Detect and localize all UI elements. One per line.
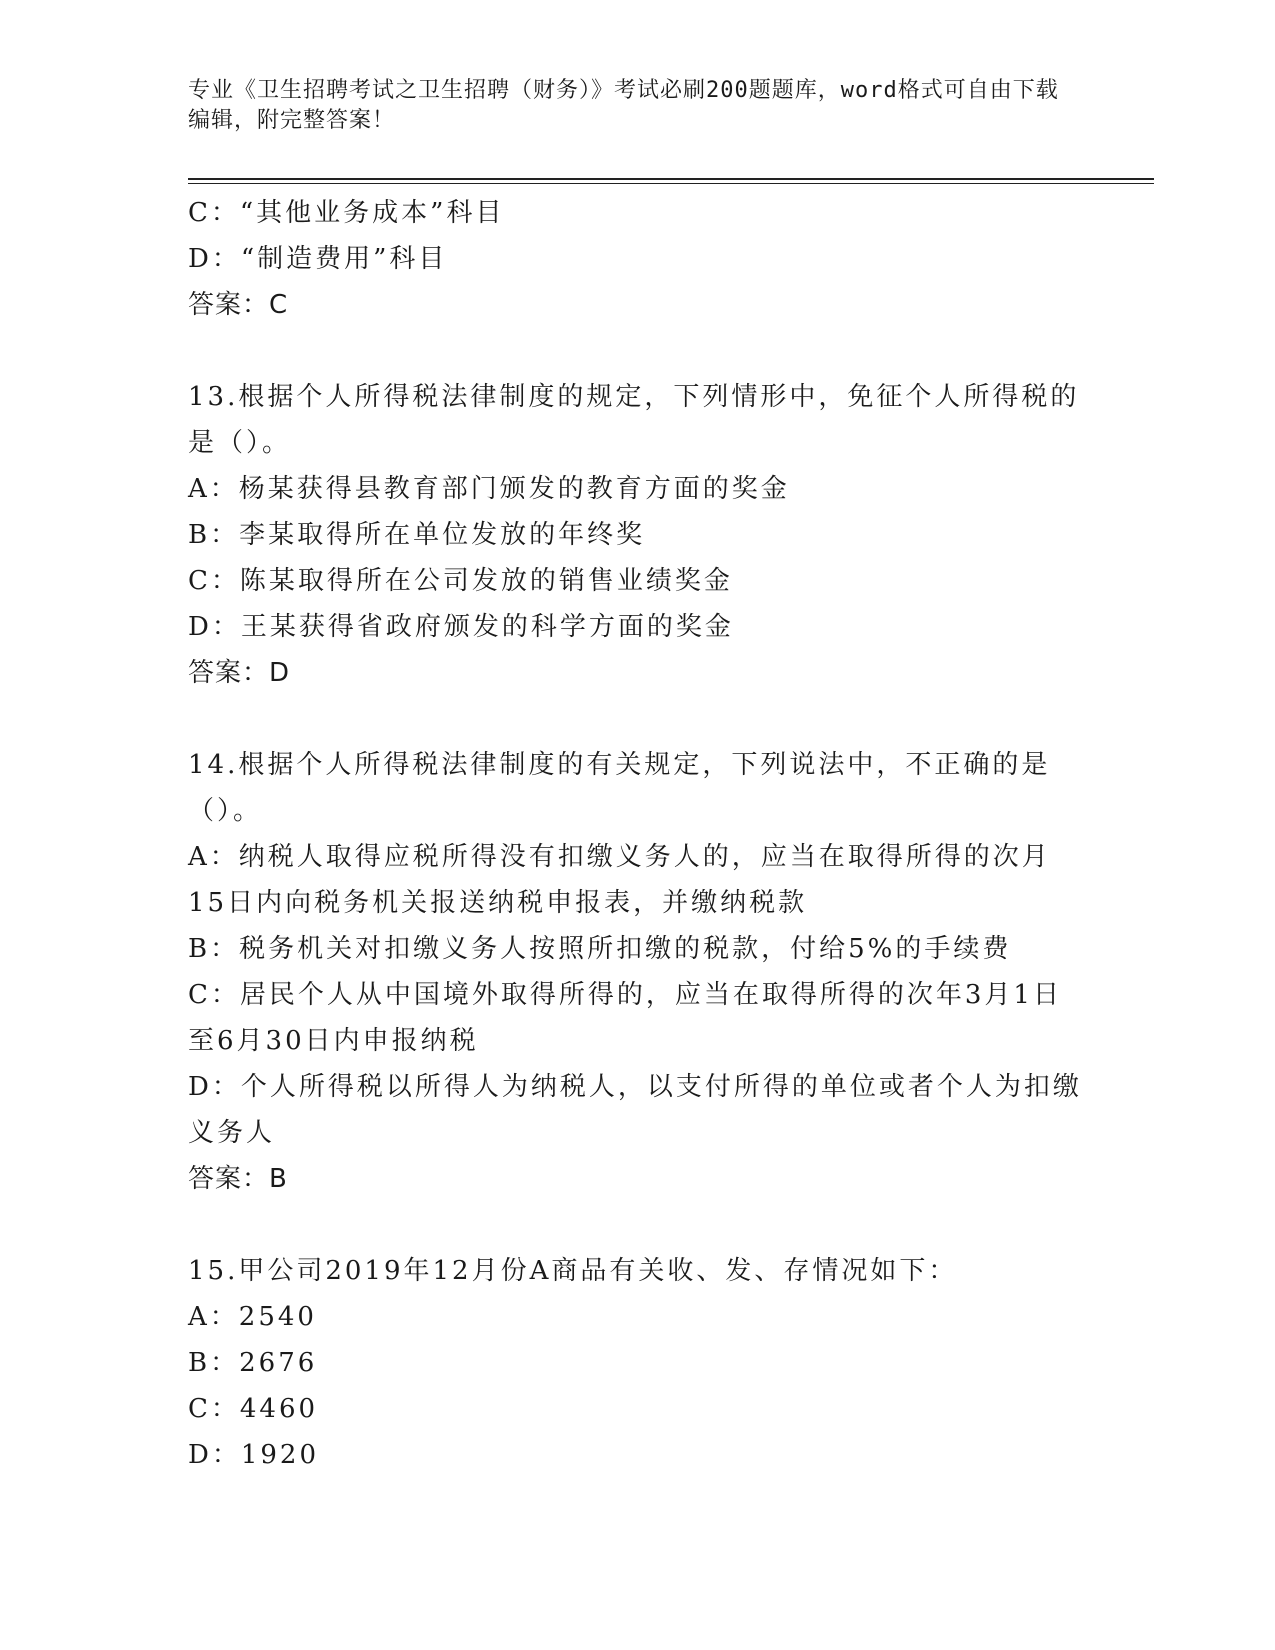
option-d: D：个人所得税以所得人为纳税人，以支付所得的单位或者个人为扣缴义务人 bbox=[188, 1072, 1082, 1148]
document-header: 专业《卫生招聘考试之卫生招聘（财务）》考试必刷200题题库，word格式可自由下载编辑，附完整答案！ bbox=[188, 78, 1059, 133]
option-a: A：纳税人取得应税所得没有扣缴义务人的，应当在取得所得的次月15日内向税务机关报送纳税申报表，并缴纳税款 bbox=[188, 842, 1051, 918]
option-b: B：李某取得所在单位发放的年终奖 bbox=[188, 520, 646, 550]
question-stem: 15.甲公司2019年12月份A商品有关收、发、存情况如下： bbox=[188, 1256, 958, 1286]
header-rule-thick bbox=[188, 178, 1154, 180]
question-stem: 14.根据个人所得税法律制度的有关规定，下列说法中，不正确的是（）。 bbox=[188, 750, 1051, 826]
answer: 答案：B bbox=[188, 1164, 288, 1194]
question-15 bbox=[188, 1248, 1088, 1478]
question-content bbox=[188, 190, 1088, 1478]
question-14 bbox=[188, 742, 1088, 1202]
option-c: C：“其他业务成本”科目 bbox=[188, 198, 505, 228]
option-b: B：税务机关对扣缴义务人按照所扣缴的税款，付给5%的手续费 bbox=[188, 934, 1012, 964]
option-b: B：2676 bbox=[188, 1348, 318, 1378]
option-c: C：居民个人从中国境外取得所得的，应当在取得所得的次年3月1日至6月30日内申报纳税 bbox=[188, 980, 1062, 1056]
option-d: D：“制造费用”科目 bbox=[188, 244, 448, 274]
option-a: A：杨某获得县教育部门颁发的教育方面的奖金 bbox=[188, 474, 790, 504]
header-rule-thin bbox=[188, 183, 1154, 184]
option-a: A：2540 bbox=[188, 1302, 317, 1332]
option-c: C：陈某取得所在公司发放的销售业绩奖金 bbox=[188, 566, 733, 596]
question-stem: 13.根据个人所得税法律制度的规定，下列情形中，免征个人所得税的是（）。 bbox=[188, 382, 1080, 458]
question-13 bbox=[188, 374, 1088, 696]
option-c: C：4460 bbox=[188, 1394, 319, 1424]
answer: 答案：D bbox=[188, 658, 291, 688]
option-d: D：1920 bbox=[188, 1440, 320, 1470]
option-d: D：王某获得省政府颁发的科学方面的奖金 bbox=[188, 612, 734, 642]
partial-question bbox=[188, 190, 1088, 328]
answer: 答案：C bbox=[188, 290, 289, 320]
